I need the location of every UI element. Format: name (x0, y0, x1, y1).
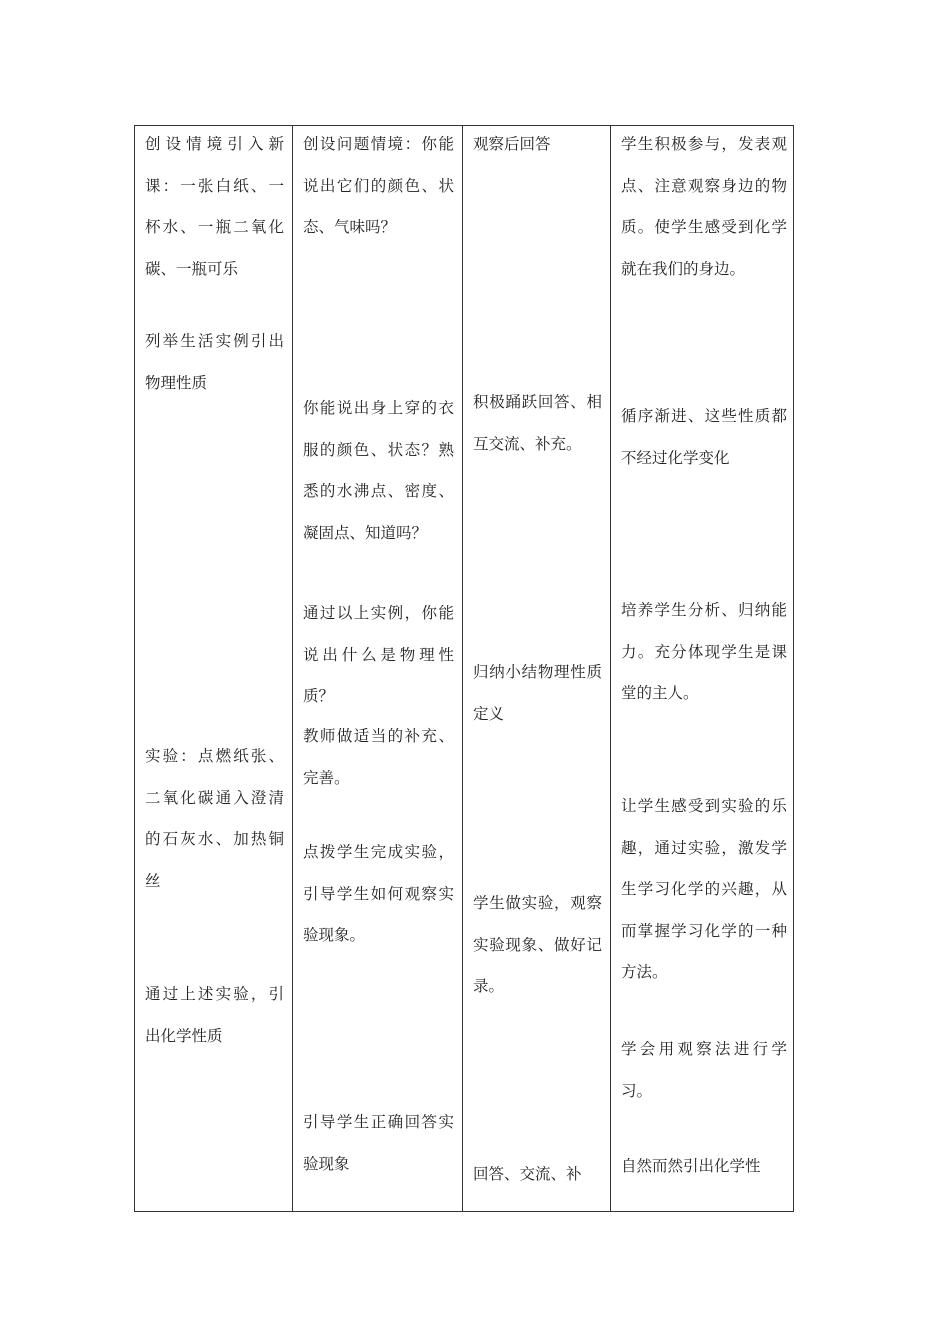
cell-experiment: 实验：点燃纸张、二氧化碳通入澄清的石灰水、加热铜丝 (145, 747, 284, 890)
cell-chemical-properties: 通过上述实验，引出化学性质 (145, 985, 284, 1045)
cell-physical-examples: 列举生活实例引出物理性质 (145, 332, 284, 392)
cell-observation-method: 学会用观察法进行学习。 (621, 1040, 787, 1100)
cell-clothes-question: 你能说出身上穿的衣服的颜色、状态？熟悉的水沸点、密度、凝固点、知道吗？ (303, 399, 454, 542)
cell-intro-situation: 创设情境引入新课：一张白纸、一杯水、一瓶二氧化碳、一瓶可乐 (145, 135, 284, 278)
lesson-plan-table (134, 125, 794, 1212)
cell-teacher-supplement: 教师做适当的补充、完善。 (303, 727, 454, 787)
cell-step-by-step: 循序渐进、这些性质都不经过化学变化 (621, 407, 787, 467)
cell-lead-chemical: 自然而然引出化学性 (621, 1157, 761, 1175)
column-teacher-activity (293, 126, 463, 1211)
cell-analysis-ability: 培养学生分析、归纳能力。充分体现学生是课堂的主人。 (621, 601, 787, 702)
cell-physical-definition-question: 通过以上实例，你能说出什么是物理性质？ (303, 604, 454, 705)
cell-answer-exchange: 回答、交流、补 (473, 1165, 582, 1183)
cell-question-situation: 创设问题情境：你能说出它们的颜色、状态、气味吗？ (303, 135, 454, 236)
cell-do-experiment: 学生做实验，观察实验现象、做好记录。 (473, 894, 602, 995)
cell-engagement: 学生积极参与，发表观点、注意观察身边的物质。使学生感受到化学就在我们的身边。 (621, 135, 787, 278)
cell-observe-answer: 观察后回答 (473, 135, 551, 153)
cell-guide-experiment: 点拨学生完成实验，引导学生如何观察实验现象。 (303, 843, 454, 944)
cell-summarize-definition: 归纳小结物理性质定义 (473, 663, 602, 723)
column-design-intent (611, 126, 795, 1211)
column-teaching-steps (135, 126, 293, 1211)
cell-active-answer: 积极踊跃回答、相互交流、补充。 (473, 393, 602, 453)
column-student-activity (463, 126, 611, 1211)
cell-experiment-interest: 让学生感受到实验的乐趣，通过实验，激发学生学习化学的兴趣，从而掌握学习化学的一种方法。 (621, 797, 787, 981)
cell-guide-answer: 引导学生正确回答实验现象 (303, 1113, 454, 1173)
